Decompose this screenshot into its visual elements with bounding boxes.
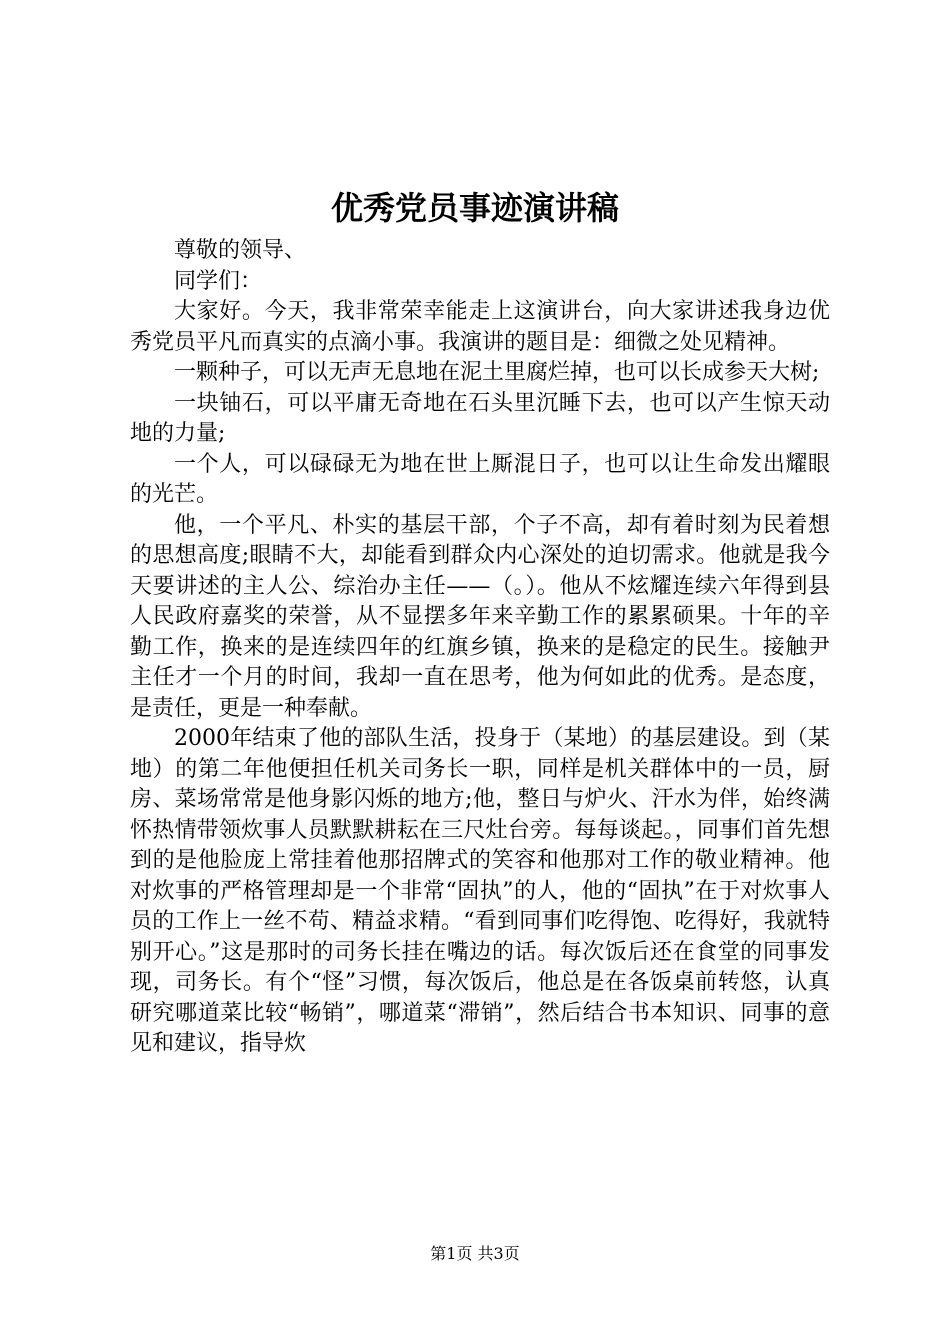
paragraph-salutation-1: 尊敬的领导、 bbox=[174, 238, 307, 263]
paragraph-career: 2000年结束了他的部队生活，投身于（某地）的基层建设。到（某地）的第二年他便担任机关司务长一职，同样是机关群体中的一员，厨房、菜场常常是他身影闪烁的地方;他，整日与炉火、汗水为伴，始终满怀热情带领炊事人员默默耕耘在三尺灶台旁。每每谈起。，同事们首先想到的是他脸庞上常挂着他那招牌式的笑容和他那对工作的敬业精神。他对炊事的严格管理却是一个非常“固执”的人，他的“固执”在于对炊事人员的工作上一丝不苟、精益求精。“看到同事们吃得饱、吃得好，我就特别开心。”这是那时的司务长挂在嘴边的话。每次饭后还在食堂的同事发现，司务长。有个“怪”习惯，每次饭后，他总是在各饭桌前转悠，认真研究哪道菜比较“畅销”，哪道菜“滞销”，然后结合书本知识、同事的意见和建议，指导炊 bbox=[130, 726, 830, 1056]
paragraph-person: 一个人，可以碌碌无为地在世上厮混日子，也可以让生命发出耀眼的光芒。 bbox=[130, 451, 830, 507]
paragraph-stone: 一块铀石，可以平庸无奇地在石头里沉睡下去，也可以产生惊天动地的力量; bbox=[130, 390, 830, 446]
document-title: 优秀党员事迹演讲稿 bbox=[330, 189, 619, 227]
page-footer: 第1页 共3页 bbox=[430, 1244, 520, 1263]
paragraph-salutation-2: 同学们： bbox=[174, 268, 263, 294]
document-body bbox=[130, 236, 830, 1060]
paragraph-seed: 一颗种子，可以无声无息地在泥土里腐烂掉，也可以长成参天大树; bbox=[174, 360, 820, 385]
paragraph-intro: 大家好。今天，我非常荣幸能走上这演讲台，向大家讲述我身边优秀党员平凡而真实的点滴小事。我演讲的题目是：细微之处见精神。 bbox=[130, 299, 830, 355]
paragraph-protagonist: 他，一个平凡、朴实的基层干部，个子不高，却有着时刻为民着想的思想高度;眼睛不大，却能看到群众内心深处的迫切需求。他就是我今天要讲述的主人公、综治办主任——（。）。他从不炫耀连续六年得到县人民政府嘉奖的荣誉，从不显摆多年来辛勤工作的累累硕果。十年的辛勤工作，换来的是连续四年的红旗乡镇，换来的是稳定的民生。接触尹主任才一个月的时间，我却一直在思考，他为何如此的优秀。是态度，是责任，更是一种奉献。 bbox=[130, 512, 830, 721]
